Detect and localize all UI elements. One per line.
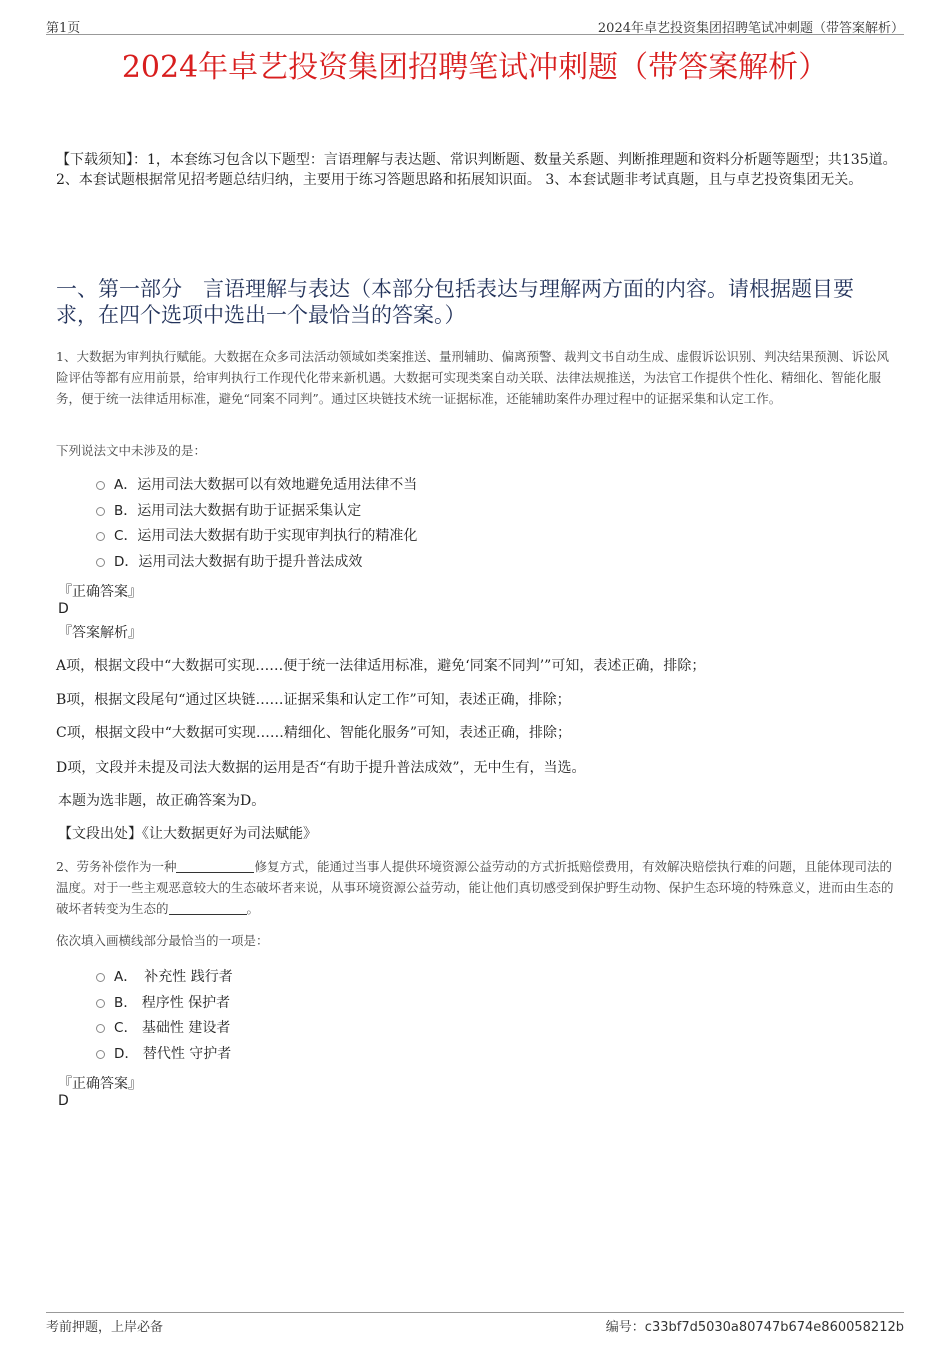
q1-prompt: 下列说法文中未涉及的是： [56, 443, 207, 458]
blank-line [169, 902, 247, 915]
footer-code: 编号：c33bf7d5030a80747b674e860058212b [605, 1320, 904, 1335]
radio-icon[interactable] [96, 507, 105, 516]
q1-option-a[interactable]: A．运用司法大数据可以有效地避免适用法律不当 [96, 473, 417, 499]
page-footer [46, 1312, 904, 1333]
header-doc-title: 2024年卓艺投资集团招聘笔试冲刺题（带答案解析） [597, 21, 904, 36]
radio-icon[interactable] [96, 1050, 105, 1059]
radio-icon[interactable] [96, 558, 105, 567]
download-notice: 【下载须知】：1，本套练习包含以下题型：言语理解与表达题、常识判断题、数量关系题、判断推理题和资料分析题等题型；共135道。 2、本套试题根据常见招考题总结归纳，主要用于练习答题思路和拓展知识面。 3、本套试题非考试真题，且与卓艺投资集团无关。 [56, 152, 897, 188]
q2-options [96, 965, 233, 1068]
q1-source: 【文段出处】《让大数据更好为司法赋能》 [58, 826, 317, 842]
q2-answer-label: 『正确答案』 [58, 1076, 142, 1092]
page-header [46, 14, 904, 35]
q1-option-c[interactable]: C．运用司法大数据有助于实现审判执行的精准化 [96, 524, 417, 550]
q1-options [96, 473, 417, 576]
q1-conclusion: 本题为选非题，故正确答案为D。 [58, 793, 266, 809]
q1-answer: D [58, 601, 69, 617]
q1-option-b[interactable]: B．运用司法大数据有助于证据采集认定 [96, 499, 417, 525]
radio-icon[interactable] [96, 532, 105, 541]
q1-option-d[interactable]: D．运用司法大数据有助于提升普法成效 [96, 550, 417, 576]
radio-icon[interactable] [96, 973, 105, 982]
q2-passage: 2、劳务补偿作为一种 修复方式，能通过当事人提供环境资源公益劳动的方式折抵赔偿费用，有效解决赔偿执行难的问题，且能体现司法的温度。对于一些主观恶意较大的生态破坏者来说，从事环境资源公益劳动，能让他们真切感受到保护野生动物、保护生态环境的特殊意义，进而由生态的破坏者转变为生态的 。 [56, 859, 894, 916]
q1-passage: 1、大数据为审判执行赋能。大数据在众多司法活动领域如类案推送、量刑辅助、偏离预警、裁判文书自动生成、虚假诉讼识别、判决结果预测、诉讼风险评估等都有应用前景，给审判执行工作现代化带来新机遇。大数据可实现类案自动关联、法律法规推送，为法官工作提供个性化、精细化、智能化服务，便于统一法律适用标准，避免“同案不同判”。通过区块链技术统一证据标准，还能辅助案件办理过程中的证据采集和认定工作。 [56, 349, 889, 406]
q2-answer: D [58, 1093, 69, 1109]
q1-answer-label: 『正确答案』 [58, 584, 142, 600]
footer-slogan: 考前押题，上岸必备 [46, 1320, 164, 1335]
page-number: 第1页 [46, 21, 81, 36]
radio-icon[interactable] [96, 481, 105, 490]
q2-option-d[interactable]: D. 替代性 守护者 [96, 1042, 233, 1068]
q2-option-b[interactable]: B. 程序性 保护者 [96, 991, 233, 1017]
q2-prompt: 依次填入画横线部分最恰当的一项是： [56, 933, 269, 948]
q2-option-a[interactable]: A． 补充性 践行者 [96, 965, 233, 991]
q2-option-c[interactable]: C. 基础性 建设者 [96, 1016, 233, 1042]
q1-analysis-b: B项，根据文段尾句“通过区块链……证据采集和认定工作”可知，表述正确，排除； [56, 692, 571, 708]
section-heading: 一、第一部分 言语理解与表达（本部分包括表达与理解两方面的内容。请根据题目要求，在四个选项中选出一个最恰当的答案。） [56, 277, 854, 327]
page-title: 2024年卓艺投资集团招聘笔试冲刺题（带答案解析） [121, 50, 829, 85]
q1-analysis-c: C项，根据文段中“大数据可实现……精细化、智能化服务”可知，表述正确，排除； [56, 725, 572, 741]
radio-icon[interactable] [96, 1024, 105, 1033]
blank-line [176, 860, 254, 873]
radio-icon[interactable] [96, 999, 105, 1008]
q1-analysis-label: 『答案解析』 [58, 625, 142, 641]
q1-analysis-a: A项，根据文段中“大数据可实现……便于统一法律适用标准，避免‘同案不同判’”可知，表述正确，排除； [56, 658, 706, 674]
q1-analysis-d: D项，文段并未提及司法大数据的运用是否“有助于提升普法成效”，无中生有，当选。 [56, 760, 586, 776]
